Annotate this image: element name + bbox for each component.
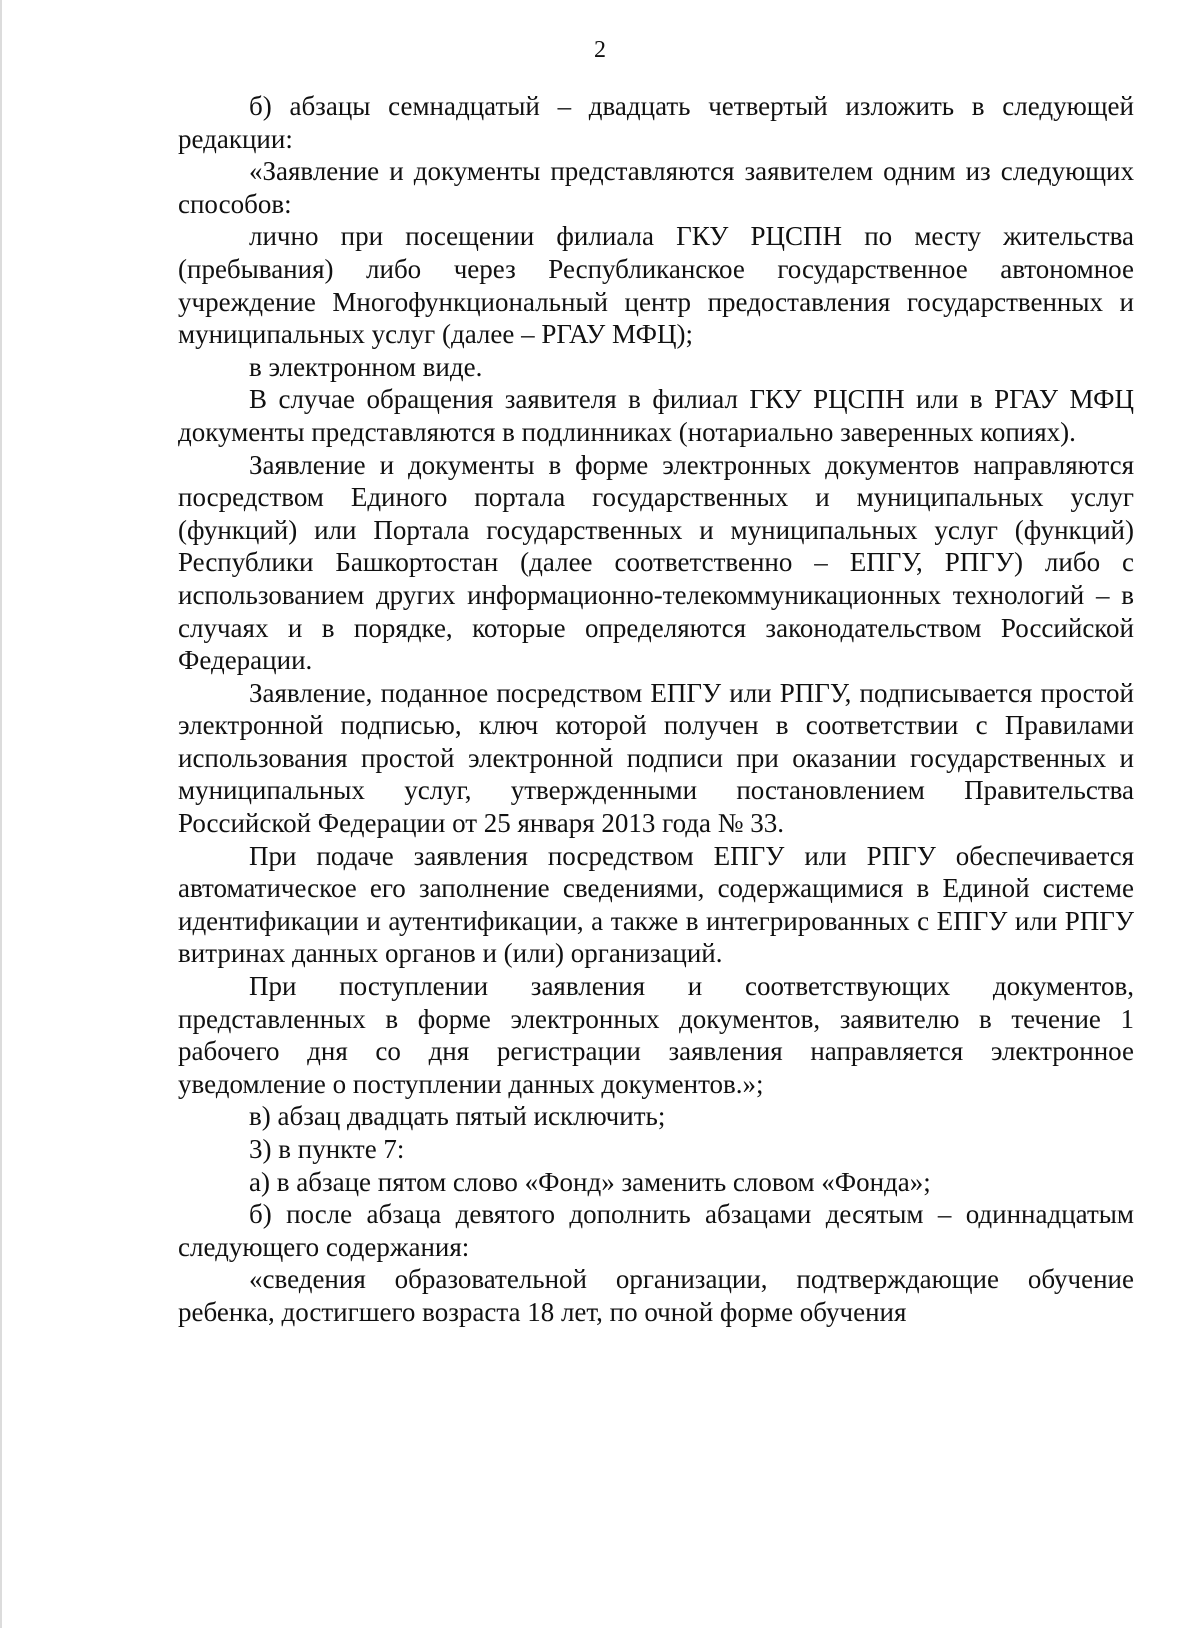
document-body [178,90,1134,1329]
paragraph: б) после абзаца девятого дополнить абзацами десятым – одиннадцатым следующего содержания: [178,1199,1134,1262]
paragraph: Заявление, поданное посредством ЕПГУ или РПГУ, подписывается простой электронной подписью, ключ которой получен в соответствии с Правилами использования простой электронной подписи при оказании государственных и муниципальных услуг, утвержденными постановлением Правительства Российской Федерации от 25 января 2013 года № 33. [178,677,1134,839]
paragraph: Заявление и документы в форме электронных документов направляются посредством Единого портала государственных и муниципальных услуг (функций) или Портала государственных и муниципальных услуг (функций) Республики Башкортостан (далее соответственно – ЕПГУ, РПГУ) либо с использованием других информационно-телекоммуникационных технологий – в случаях и в порядке, которые определяются законодательством Российской Федерации. [178,449,1134,676]
page-number: 2 [594,37,606,63]
paragraph: 3) в пункте 7: [249,1134,405,1164]
paragraph: «сведения образовательной организации, подтверждающие обучение ребенка, достигшего возраста 18 лет, по очной форме обучения [178,1264,1134,1327]
paragraph: «Заявление и документы представляются заявителем одним из следующих способов: [178,156,1134,219]
paragraph: а) в абзаце пятом слово «Фонд» заменить словом «Фонда»; [249,1166,931,1197]
paragraph: В случае обращения заявителя в филиал ГКУ РЦСПН или в РГАУ МФЦ документы представляются в подлинниках (нотариально заверенных копиях). [178,384,1134,447]
paragraph: При подаче заявления посредством ЕПГУ или РПГУ обеспечивается автоматическое его заполнение сведениями, содержащимися в Единой системе идентификации и аутентификации, а также в интегрированных с ЕПГУ или РПГУ витринах данных органов и (или) организаций. [178,840,1134,969]
paragraph: б) абзацы семнадцатый – двадцать четвертый изложить в следующей редакции: [178,91,1134,154]
paragraph: При поступлении заявления и соответствующих документов, представленных в форме электронных документов, заявителю в течение 1 рабочего дня со дня регистрации заявления направляется электронное уведомление о поступлении данных документов.»; [178,971,1134,1099]
paragraph: в) абзац двадцать пятый исключить; [249,1101,666,1132]
scan-edge [0,0,2,1628]
paragraph: лично при посещении филиала ГКУ РЦСПН по месту жительства (пребывания) либо через Республиканское государственное автономное учреждение Многофункциональный центр предоставления государственных и муниципальных услуг (далее – РГАУ МФЦ); [178,221,1134,350]
paragraph: в электронном виде. [249,351,483,382]
